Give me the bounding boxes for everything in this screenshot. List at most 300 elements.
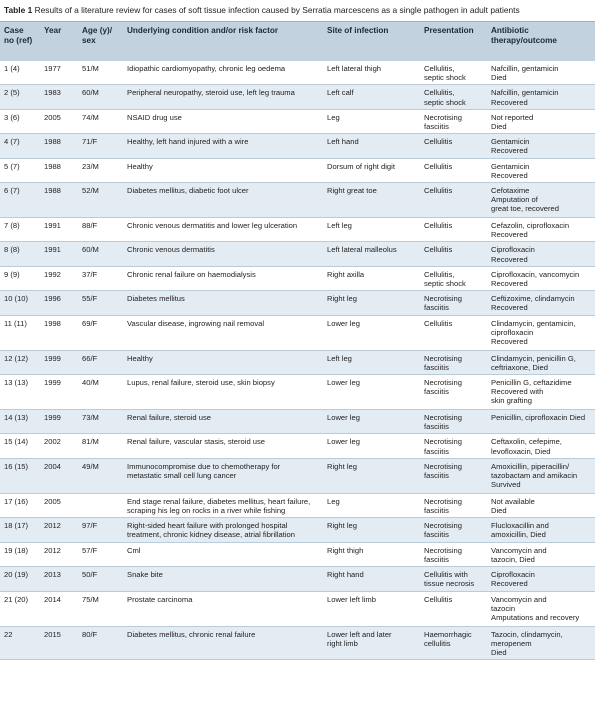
cell-year — [40, 350, 78, 374]
cell-line: 1991 — [44, 245, 61, 255]
cell-line: Cellulitis, — [424, 269, 455, 279]
cell-case — [0, 567, 40, 591]
cell-line: fasciitis — [424, 122, 449, 132]
table-row — [0, 134, 595, 158]
cell-therapy — [487, 183, 595, 218]
cell-site — [323, 242, 420, 266]
cell-therapy — [487, 626, 595, 660]
cell-line: fasciitis — [424, 387, 449, 397]
cell-line: Cellulitis, — [424, 64, 455, 73]
cell-line: Necrotising — [424, 353, 462, 363]
cell-line: Left lateral malleolus — [327, 245, 397, 255]
table-row — [0, 591, 595, 626]
cell-line: 4 (7) — [4, 137, 20, 147]
table-body — [0, 61, 595, 660]
cell-site — [323, 434, 420, 458]
cell-line: fasciitis — [424, 471, 449, 481]
cell-line: Necrotising — [424, 545, 462, 555]
cell-case — [0, 591, 40, 626]
cell-line: 50/F — [82, 570, 98, 580]
cell-line: great toe, recovered — [491, 204, 559, 214]
cell-age-sex — [78, 542, 123, 566]
table-row — [0, 350, 595, 374]
cell-case — [0, 626, 40, 660]
cell-line: 74/M — [82, 112, 99, 122]
cell-line: Recovered — [491, 337, 528, 347]
cell-line: 1999 — [44, 378, 61, 388]
cell-line: 60/M — [82, 245, 99, 255]
cell-line: Cellulitis — [424, 161, 453, 171]
cell-line: 16 (15) — [4, 461, 29, 471]
cell-therapy — [487, 350, 595, 374]
cell-site — [323, 61, 420, 85]
cell-presentation — [420, 567, 487, 591]
cell-year — [40, 61, 78, 85]
cell-line: 97/F — [82, 521, 98, 531]
cell-line: Cellulitis, — [424, 88, 455, 98]
cell-line: Dorsum of right digit — [327, 161, 395, 171]
cell-year — [40, 434, 78, 458]
cell-line: fasciitis — [424, 303, 449, 313]
cell-condition — [123, 291, 323, 315]
cell-year — [40, 591, 78, 626]
cell-condition — [123, 134, 323, 158]
table-row — [0, 518, 595, 542]
cell-line: Diabetes mellitus — [127, 294, 185, 304]
cell-condition — [123, 218, 323, 242]
cell-line: Snake bite — [127, 570, 163, 580]
cell-condition — [123, 375, 323, 410]
table-header-row — [0, 22, 595, 61]
cell-line: 2015 — [44, 629, 61, 639]
cell-line: 5 (7) — [4, 161, 20, 171]
cell-therapy — [487, 85, 595, 109]
cell-therapy — [487, 458, 595, 493]
cell-line: 1988 — [44, 186, 61, 196]
cell-year — [40, 85, 78, 109]
cell-line: Diabetes mellitus, diabetic foot ulcer — [127, 186, 249, 196]
cell-line: tazobactam and amikacin — [491, 471, 578, 481]
cell-line: Necrotising — [424, 496, 462, 506]
cell-line: Lower leg — [327, 413, 360, 423]
cell-case — [0, 458, 40, 493]
cell-age-sex — [78, 493, 123, 517]
table-row — [0, 183, 595, 218]
cell-line: 1999 — [44, 353, 61, 363]
cell-therapy — [487, 134, 595, 158]
cell-age-sex — [78, 183, 123, 218]
cell-age-sex — [78, 434, 123, 458]
cell-site — [323, 591, 420, 626]
cell-line: fasciitis — [424, 422, 449, 432]
header-age-sex — [78, 22, 123, 61]
cell-site — [323, 567, 420, 591]
cell-line: 2004 — [44, 461, 61, 471]
cell-line: Recovered — [491, 254, 528, 264]
cell-condition — [123, 591, 323, 626]
cell-site — [323, 493, 420, 517]
cell-line: Died — [491, 73, 507, 83]
cell-line: Died — [491, 647, 507, 657]
table-row — [0, 315, 595, 350]
cell-age-sex — [78, 591, 123, 626]
cell-line: 1988 — [44, 161, 61, 171]
cell-case — [0, 158, 40, 182]
header-presentation — [420, 22, 487, 61]
header-site — [323, 22, 420, 61]
cell-line: Right hand — [327, 570, 364, 580]
cell-line: Amputation of — [491, 195, 538, 205]
cell-line: 75/M — [82, 594, 99, 604]
cell-case — [0, 242, 40, 266]
table-row — [0, 109, 595, 133]
cell-line: 80/F — [82, 629, 98, 639]
header-line: Age (y)/ — [82, 26, 113, 35]
cell-age-sex — [78, 134, 123, 158]
cell-line: 49/M — [82, 461, 99, 471]
cell-line: tazocin — [491, 603, 516, 613]
cell-line: Recovered with — [491, 387, 544, 397]
cell-line: 22 — [4, 629, 13, 639]
cell-line: 51/M — [82, 64, 99, 73]
cell-line: Survived — [491, 480, 521, 490]
cell-line: NSAID drug use — [127, 112, 182, 122]
cell-case — [0, 218, 40, 242]
cell-line: 17 (16) — [4, 496, 29, 506]
cell-condition — [123, 458, 323, 493]
cell-line: Cellulitis with — [424, 570, 468, 580]
cell-therapy — [487, 567, 595, 591]
cell-presentation — [420, 158, 487, 182]
table-row — [0, 85, 595, 109]
cell-line: 52/M — [82, 186, 99, 196]
cell-line: fasciitis — [424, 530, 449, 540]
table-row — [0, 61, 595, 85]
header-line: Year — [44, 26, 62, 35]
cell-condition — [123, 350, 323, 374]
cell-line: Left leg — [327, 353, 352, 363]
cell-line: Gentamicin — [491, 161, 530, 171]
cell-line: 1 (4) — [4, 64, 20, 73]
cell-line: Renal failure, steroid use — [127, 413, 211, 423]
header-line: Underlying condition and/or risk factor — [127, 26, 279, 35]
cell-line: treatment, chronic kidney disease, atrial fibrillation — [127, 530, 295, 540]
header-line: Antibiotic — [491, 26, 529, 35]
table-caption — [0, 0, 595, 22]
cell-case — [0, 266, 40, 290]
cell-year — [40, 410, 78, 434]
cell-line: Chronic renal failure on haemodialysis — [127, 269, 256, 279]
cell-presentation — [420, 291, 487, 315]
cell-therapy — [487, 158, 595, 182]
cell-line: Renal failure, vascular stasis, steroid use — [127, 437, 266, 447]
cell-line: 88/F — [82, 221, 98, 231]
cell-line: ceftriaxone, Died — [491, 362, 548, 372]
cell-line: 2012 — [44, 545, 61, 555]
cell-line: Cellulitis — [424, 186, 453, 196]
cell-line: Right leg — [327, 521, 357, 531]
table-row — [0, 158, 595, 182]
cell-year — [40, 518, 78, 542]
cell-therapy — [487, 542, 595, 566]
cell-case — [0, 134, 40, 158]
cell-case — [0, 183, 40, 218]
cell-site — [323, 410, 420, 434]
cell-presentation — [420, 591, 487, 626]
cell-line: Cellulitis — [424, 137, 453, 147]
cell-condition — [123, 315, 323, 350]
cell-line: Ceftizoxime, clindamycin — [491, 294, 575, 304]
cell-line: Necrotising — [424, 112, 462, 122]
cell-case — [0, 493, 40, 517]
cell-line: Ciprofloxacin — [491, 570, 535, 580]
cell-line: Cellulitis — [424, 245, 453, 255]
header-case — [0, 22, 40, 61]
cell-line: Recovered — [491, 97, 528, 107]
cell-presentation — [420, 375, 487, 410]
cell-line: Right great toe — [327, 186, 377, 196]
cell-presentation — [420, 218, 487, 242]
cell-case — [0, 375, 40, 410]
cell-line: Ceftaxolin, cefepime, — [491, 437, 562, 447]
cell-line: septic shock — [424, 279, 466, 289]
cell-line: Cellulitis — [424, 221, 453, 231]
cell-year — [40, 567, 78, 591]
cell-line: 71/F — [82, 137, 98, 147]
cell-line: Cefazolin, ciprofloxacin — [491, 221, 570, 231]
cell-line: Amputations and recovery — [491, 612, 580, 622]
cell-line: 7 (8) — [4, 221, 20, 231]
cell-line: 37/F — [82, 269, 98, 279]
cell-line: Gentamicin — [491, 137, 530, 147]
table-row — [0, 567, 595, 591]
cell-age-sex — [78, 315, 123, 350]
cell-case — [0, 410, 40, 434]
cell-presentation — [420, 266, 487, 290]
cell-line: Lupus, renal failure, steroid use, skin biopsy — [127, 378, 275, 388]
cell-line: Haemorrhagic — [424, 629, 472, 639]
cell-case — [0, 542, 40, 566]
cell-line: metastatic small cell lung cancer — [127, 471, 237, 481]
cell-line: Necrotising — [424, 437, 462, 447]
cell-therapy — [487, 518, 595, 542]
cell-line: 1998 — [44, 318, 61, 328]
table-caption-text: Results of a literature review for cases of soft tissue infection caused by Serratia marcescens as a single pathogen in adult patients — [34, 5, 520, 15]
header-condition — [123, 22, 323, 61]
cell-condition — [123, 85, 323, 109]
cell-line: Lower left and later — [327, 629, 392, 639]
cell-line: Not reported — [491, 112, 534, 122]
cell-line: Right leg — [327, 294, 357, 304]
cell-line: Peripheral neuropathy, steroid use, left leg trauma — [127, 88, 295, 98]
cell-year — [40, 375, 78, 410]
cell-therapy — [487, 315, 595, 350]
cell-line: 9 (9) — [4, 269, 20, 279]
cell-year — [40, 218, 78, 242]
cell-condition — [123, 434, 323, 458]
cell-line: 18 (17) — [4, 521, 29, 531]
cell-condition — [123, 158, 323, 182]
cell-line: Idiopathic cardiomyopathy, chronic leg oedema — [127, 64, 286, 73]
cell-therapy — [487, 493, 595, 517]
table-row — [0, 375, 595, 410]
cell-site — [323, 158, 420, 182]
cell-age-sex — [78, 291, 123, 315]
cell-line: 8 (8) — [4, 245, 20, 255]
cell-line: Tazocin, clindamycin, — [491, 629, 563, 639]
cell-line: 21 (20) — [4, 594, 29, 604]
cell-line: Flucloxacillin and — [491, 521, 549, 531]
cell-line: Nafcillin, gentamicin — [491, 64, 559, 73]
cell-year — [40, 493, 78, 517]
cell-therapy — [487, 291, 595, 315]
cell-line: 1991 — [44, 221, 61, 231]
header-line: Presentation — [424, 26, 474, 35]
cell-line: Penicillin G, ceftazidime — [491, 378, 572, 388]
cell-line: Clindamycin, penicillin G, — [491, 353, 576, 363]
cell-line: fasciitis — [424, 362, 449, 372]
cell-line: Right leg — [327, 461, 357, 471]
cell-line: 2005 — [44, 496, 61, 506]
cell-line: Recovered — [491, 303, 528, 313]
cell-line: 2005 — [44, 112, 61, 122]
table-row — [0, 242, 595, 266]
cell-site — [323, 291, 420, 315]
cell-line: Died — [491, 122, 507, 132]
cell-therapy — [487, 218, 595, 242]
cell-line: Necrotising — [424, 461, 462, 471]
cell-line: Necrotising — [424, 378, 462, 388]
cell-year — [40, 291, 78, 315]
cell-line: fasciitis — [424, 554, 449, 564]
cell-line: Cml — [127, 545, 141, 555]
cell-age-sex — [78, 266, 123, 290]
cell-age-sex — [78, 567, 123, 591]
cell-case — [0, 61, 40, 85]
cell-condition — [123, 242, 323, 266]
cell-line: Vancomycin and — [491, 545, 547, 555]
cell-condition — [123, 518, 323, 542]
cell-presentation — [420, 434, 487, 458]
cell-line: 1983 — [44, 88, 61, 98]
cell-presentation — [420, 242, 487, 266]
cell-line: Vancomycin and — [491, 594, 547, 604]
cell-site — [323, 315, 420, 350]
cell-year — [40, 134, 78, 158]
cell-line: Ciprofloxacin — [491, 245, 535, 255]
cell-site — [323, 134, 420, 158]
cell-condition — [123, 542, 323, 566]
cell-age-sex — [78, 458, 123, 493]
cell-presentation — [420, 458, 487, 493]
cell-presentation — [420, 109, 487, 133]
cell-line: Necrotising — [424, 413, 462, 423]
cell-case — [0, 434, 40, 458]
cell-line: Penicillin, ciprofloxacin Died — [491, 413, 586, 423]
cell-line: 20 (19) — [4, 570, 29, 580]
cell-age-sex — [78, 109, 123, 133]
cell-case — [0, 291, 40, 315]
cell-age-sex — [78, 350, 123, 374]
cell-line: 3 (6) — [4, 112, 20, 122]
cell-line: 13 (13) — [4, 378, 29, 388]
cell-line: Lower left limb — [327, 594, 376, 604]
cell-line: Healthy — [127, 161, 153, 171]
cell-year — [40, 266, 78, 290]
cell-line: Necrotising — [424, 521, 462, 531]
cell-year — [40, 242, 78, 266]
cell-line: Right thigh — [327, 545, 364, 555]
cell-line: Chronic venous dermatitis — [127, 245, 215, 255]
cell-line: 2012 — [44, 521, 61, 531]
cell-line: 11 (11) — [4, 318, 27, 328]
cell-line: scraping his leg on rocks in a river while fishing — [127, 506, 286, 516]
cell-line: 60/M — [82, 88, 99, 98]
cell-line: Recovered — [491, 170, 528, 180]
cell-site — [323, 458, 420, 493]
cell-presentation — [420, 61, 487, 85]
cell-age-sex — [78, 242, 123, 266]
cell-line: Lower leg — [327, 318, 360, 328]
cell-line: Left lateral thigh — [327, 64, 382, 73]
cell-line: Recovered — [491, 230, 528, 240]
cell-age-sex — [78, 61, 123, 85]
cell-line: Clindamycin, gentamicin, — [491, 318, 576, 328]
cell-presentation — [420, 626, 487, 660]
cell-line: Healthy — [127, 353, 153, 363]
header-year — [40, 22, 78, 61]
cell-line: fasciitis — [424, 446, 449, 456]
cell-line: 40/M — [82, 378, 99, 388]
cell-line: Cellulitis — [424, 594, 453, 604]
cell-presentation — [420, 183, 487, 218]
header-line: no (ref) — [4, 36, 33, 45]
cell-line: tissue necrosis — [424, 579, 475, 589]
cell-age-sex — [78, 218, 123, 242]
table-row — [0, 493, 595, 517]
cell-age-sex — [78, 375, 123, 410]
cell-line: skin grafting — [491, 396, 532, 406]
cell-presentation — [420, 350, 487, 374]
cell-line: cellulitis — [424, 638, 451, 648]
cell-site — [323, 375, 420, 410]
cell-year — [40, 458, 78, 493]
header-line: Site of infection — [327, 26, 389, 35]
cell-line: 2014 — [44, 594, 61, 604]
cell-line: Amoxicillin, piperacillin/ — [491, 461, 570, 471]
cell-line: 57/F — [82, 545, 98, 555]
cell-line: 66/F — [82, 353, 98, 363]
cell-line: 81/M — [82, 437, 99, 447]
cell-line: Right-sided heart failure with prolonged hospital — [127, 521, 288, 531]
cell-line: Left hand — [327, 137, 359, 147]
cell-site — [323, 518, 420, 542]
table-row — [0, 410, 595, 434]
cell-line: Not available — [491, 496, 535, 506]
cell-condition — [123, 109, 323, 133]
cell-line: meropenem — [491, 638, 532, 648]
header-line: therapy/outcome — [491, 36, 557, 45]
cell-line: Diabetes mellitus, chronic renal failure — [127, 629, 256, 639]
cell-line: Cellulitis — [424, 318, 453, 328]
cell-line: Immunocompromise due to chemotherapy for — [127, 461, 281, 471]
cell-site — [323, 542, 420, 566]
cell-site — [323, 85, 420, 109]
cell-condition — [123, 183, 323, 218]
cell-condition — [123, 266, 323, 290]
cell-line: Recovered — [491, 146, 528, 156]
table-row — [0, 218, 595, 242]
